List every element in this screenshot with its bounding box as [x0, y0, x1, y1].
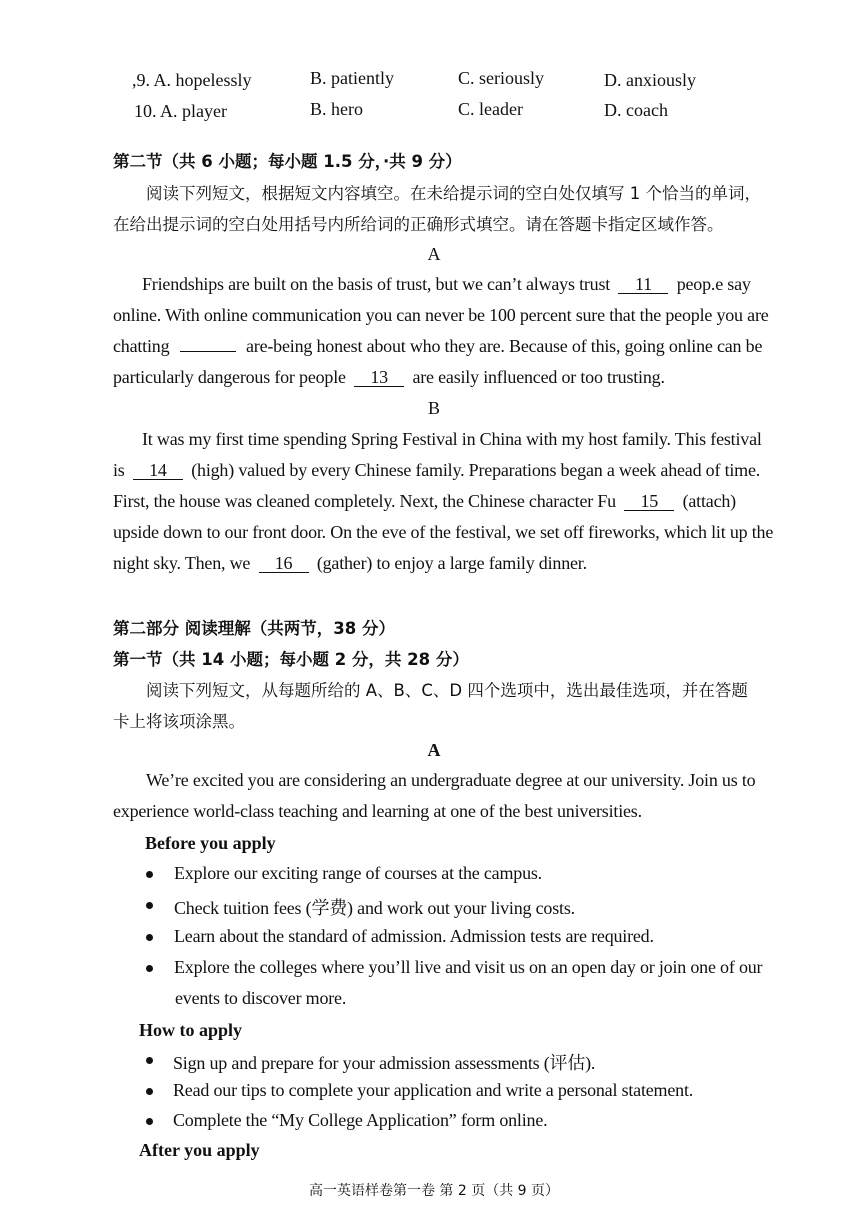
passage-a-label: A [427, 244, 441, 264]
bullet-icon [146, 871, 153, 878]
list-item: Explore our exciting range of courses at the campus. [174, 863, 542, 883]
question-9-option-c: C. seriously [458, 68, 545, 88]
passage-b-label: B [427, 398, 440, 418]
list-item: Check tuition fees (学费) and work out your living costs. [174, 898, 575, 918]
blank-14[interactable]: 14 [133, 461, 183, 480]
blank-15[interactable]: 15 [624, 492, 674, 511]
part-2-instructions-line-2: 卡上将该项涂黑。 [113, 712, 245, 731]
blank-12[interactable] [180, 351, 236, 352]
bullet-icon [146, 1118, 153, 1125]
section-2-instructions-line-1: 阅读下列短文，根据短文内容填空。在未给提示词的空白处仅填写 1 个恰当的单词， [146, 184, 761, 203]
question-10-option-a: 10. A. player [134, 101, 227, 121]
list-item: Explore the colleges where you’ll live and visit us on an open day or join one of our [174, 957, 763, 977]
question-10-option-b: B. hero [310, 99, 363, 119]
before-you-apply-heading: Before you apply [145, 833, 276, 853]
reading-passage-a-paragraph-line-2: experience world-class teaching and learning at one of the best universities. [113, 801, 642, 821]
blank-13[interactable]: 13 [354, 368, 404, 387]
list-item-continuation: events to discover more. [175, 988, 347, 1008]
passage-b-line-4: upside down to our front door. On the eve of the festival, we set off fireworks, which lit up the [113, 522, 774, 542]
blank-11[interactable]: 11 [618, 275, 668, 294]
list-item: Learn about the standard of admission. Admission tests are required. [174, 926, 654, 946]
passage-b-line-5: night sky. Then, we 16 (gather) to enjoy a large family dinner. [113, 553, 587, 573]
question-9-option-d: D. anxiously [604, 70, 696, 90]
bullet-icon [146, 902, 153, 909]
section-2-heading: 第二节（共 6 小题；每小题 1.5 分，·共 9 分） [113, 152, 462, 171]
reading-passage-a-label: A [427, 740, 441, 760]
question-9-option-b: B. patiently [310, 68, 394, 88]
list-item: Complete the “My College Application” form online. [173, 1110, 548, 1130]
part-2-instructions-line-1: 阅读下列短文，从每题所给的 A、B、C、D 四个选项中，选出最佳选项，并在答题 [146, 681, 748, 700]
bullet-icon [146, 1088, 153, 1095]
passage-a-line-3: chatting are-being honest about who they are. Because of this, going online can be [113, 336, 763, 356]
page-footer: 高一英语样卷第一卷 第 2 页（共 9 页） [308, 1183, 560, 1199]
blank-16[interactable]: 16 [259, 554, 309, 573]
bullet-icon [146, 934, 153, 941]
question-9-option-a: ,9. A. hopelessly [132, 70, 252, 90]
passage-a-line-4: particularly dangerous for people 13 are easily influenced or too trusting. [113, 367, 665, 387]
bullet-icon [146, 965, 153, 972]
passage-a-line-1: Friendships are built on the basis of trust, but we can’t always trust 11 peop.e say [142, 274, 751, 294]
part-2-section-1-heading: 第一节（共 14 小题；每小题 2 分，共 28 分） [113, 650, 469, 669]
passage-a-line-2: online. With online communication you can never be 100 percent sure that the people you are [113, 305, 769, 325]
how-to-apply-heading: How to apply [139, 1020, 243, 1040]
passage-b-line-1: It was my first time spending Spring Festival in China with my host family. This festival [142, 429, 762, 449]
reading-passage-a-paragraph-line-1: We’re excited you are considering an undergraduate degree at our university. Join us to [146, 770, 756, 790]
section-2-instructions-line-2: 在给出提示词的空白处用括号内所给词的正确形式填空。请在答题卡指定区域作答。 [113, 215, 724, 234]
part-2-heading: 第二部分 阅读理解（共两节，38 分） [113, 619, 395, 638]
bullet-icon [146, 1057, 153, 1064]
passage-b-line-2: is 14 (high) valued by every Chinese family. Preparations began a week ahead of time. [113, 460, 761, 480]
after-you-apply-heading: After you apply [139, 1140, 260, 1160]
question-10-option-d: D. coach [604, 100, 668, 120]
list-item: Read our tips to complete your application and write a personal statement. [173, 1080, 694, 1100]
passage-b-line-3: First, the house was cleaned completely. Next, the Chinese character Fu 15 (attach) [113, 491, 736, 511]
question-10-option-c: C. leader [458, 99, 523, 119]
list-item: Sign up and prepare for your admission assessments (评估). [173, 1053, 596, 1073]
